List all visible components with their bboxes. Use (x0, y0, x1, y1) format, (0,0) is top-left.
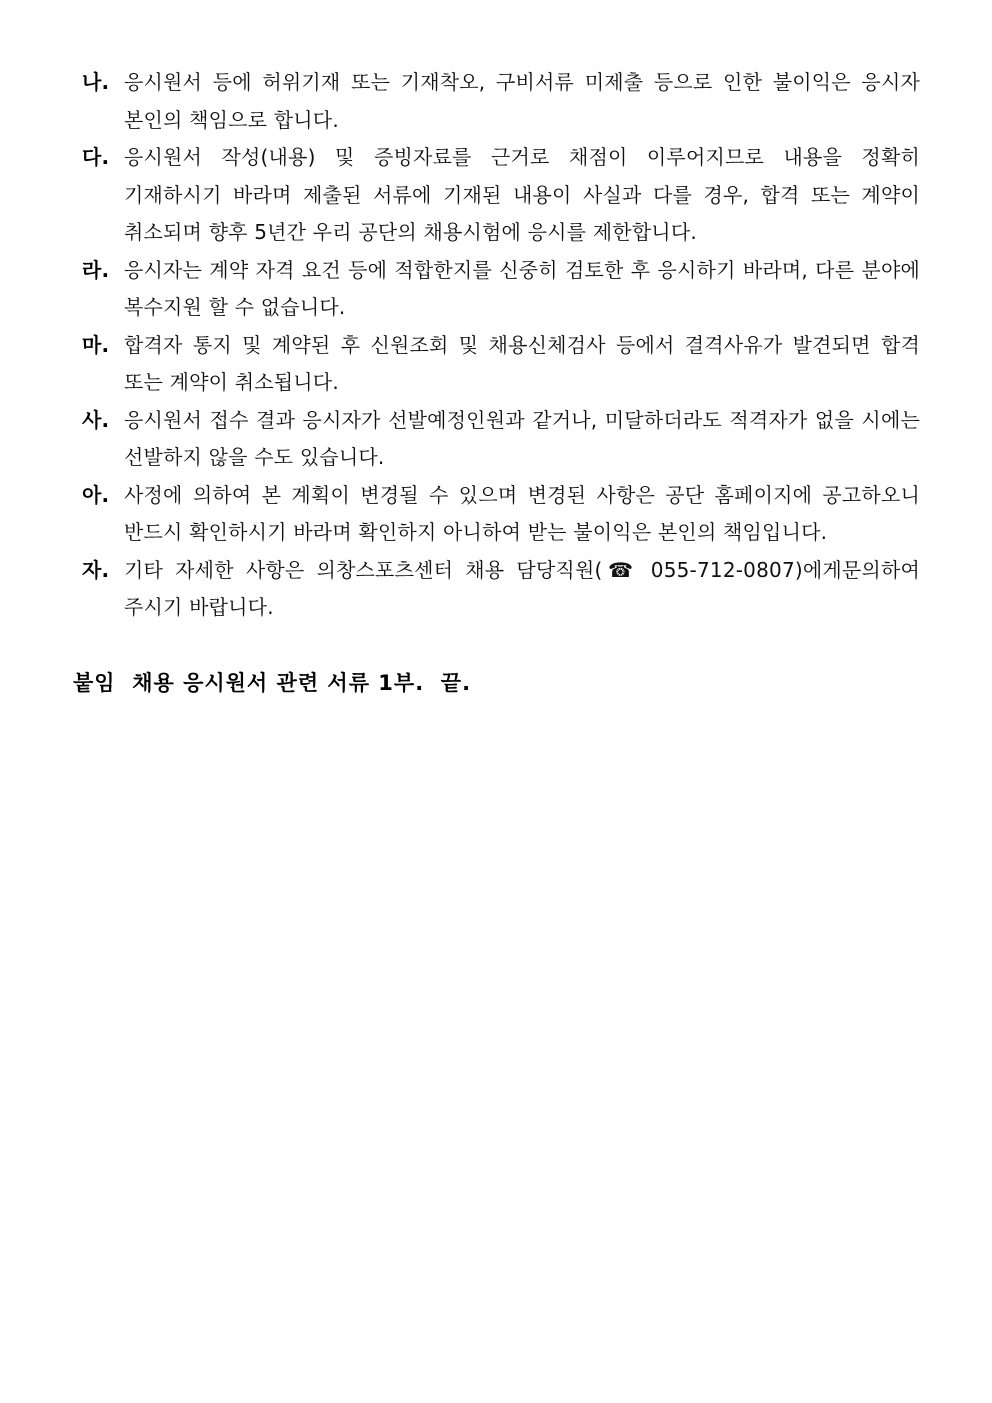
item-text: 응시원서 등에 허위기재 또는 기재착오, 구비서류 미제출 등으로 인한 불이익은 응시자 본인의 책임으로 합니다. (124, 70, 920, 132)
list-item (82, 327, 920, 402)
list-item (82, 139, 920, 252)
item-text: 사정에 의하여 본 계획이 변경될 수 있으며 변경된 사항은 공단 홈페이지에 공고하오니 반드시 확인하시기 바라며 확인하지 아니하여 받는 불이익은 본인의 책임입니다. (124, 482, 920, 544)
item-text: 합격자 통지 및 계약된 후 신원조회 및 채용신체검사 등에서 결격사유가 발견되면 합격 또는 계약이 취소됩니다. (124, 332, 920, 394)
list-item (82, 552, 920, 627)
item-marker: 사. (82, 407, 110, 432)
notice-list (82, 64, 920, 627)
item-marker: 자. (82, 557, 110, 582)
item-text: 응시원서 접수 결과 응시자가 선발예정인원과 같거나, 미달하더라도 적격자가 없을 시에는 선발하지 않을 수도 있습니다. (124, 407, 920, 469)
list-item (82, 64, 920, 139)
item-marker: 나. (82, 70, 110, 94)
item-marker: 아. (82, 482, 110, 507)
list-item (82, 402, 920, 477)
item-text: 기타 자세한 사항은 의창스포츠센터 채용 담당직원(☎ 055-712-0807)에게문의하여 주시기 바랍니다. (124, 557, 920, 619)
item-marker: 마. (82, 332, 110, 357)
item-marker: 라. (82, 257, 110, 282)
list-item (82, 477, 920, 552)
item-marker: 다. (82, 145, 110, 169)
attachment-line: 붙임 채용 응시원서 관련 서류 1부. 끝. (73, 671, 472, 695)
item-text: 응시자는 계약 자격 요건 등에 적합한지를 신중히 검토한 후 응시하기 바라며, 다른 분야에 복수지원 할 수 없습니다. (124, 257, 920, 319)
item-text: 응시원서 작성(내용) 및 증빙자료를 근거로 채점이 이루어지므로 내용을 정확히 기재하시기 바라며 제출된 서류에 기재된 내용이 사실과 다를 경우, 합격 또는 계약이 취소되며 향후 5년간 우리 공단의 채용시험에 응시를 제한합니다. (124, 145, 920, 244)
list-item (82, 252, 920, 327)
